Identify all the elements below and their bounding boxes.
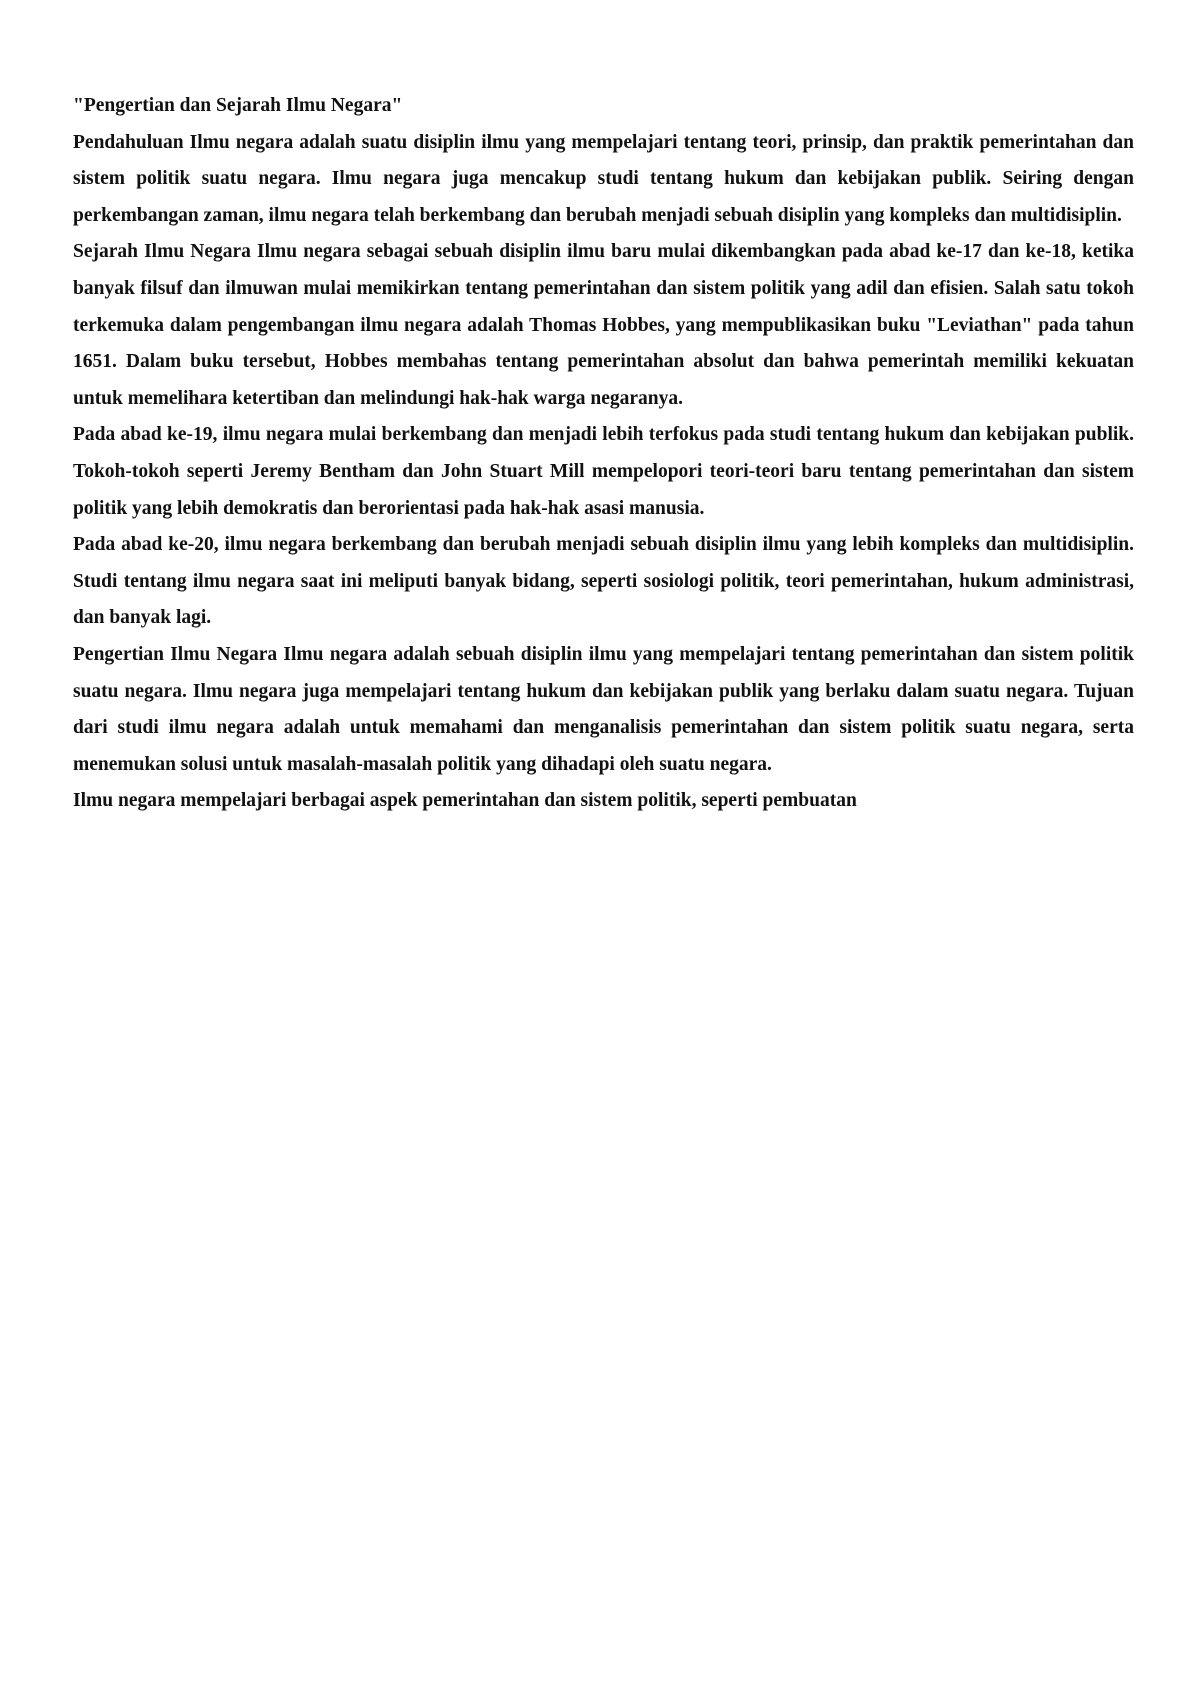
paragraph-abad-20: Pada abad ke-20, ilmu negara berkembang dan berubah menjadi sebuah disiplin ilmu yang lebih kompleks dan multidisiplin. Studi tentang ilmu negara saat ini meliputi banyak bidang, seperti sosiologi politik, teori pemerintahan, hukum administrasi, dan banyak lagi. [73, 534, 1134, 629]
paragraph-abad-19: Pada abad ke-19, ilmu negara mulai berkembang dan menjadi lebih terfokus pada studi tentang hukum dan kebijakan publik. Tokoh-tokoh seperti Jeremy Bentham dan John Stuart Mill mempelopori teori-teori baru tentang pemerintahan dan sistem politik yang lebih demokratis dan berorientasi pada hak-hak asasi manusia. [73, 424, 1134, 519]
paragraph-pendahuluan: Pendahuluan Ilmu negara adalah suatu disiplin ilmu yang mempelajari tentang teori, prinsip, dan praktik pemerintahan dan sistem politik suatu negara. Ilmu negara juga mencakup studi tentang hukum dan kebijakan publik. Seiring dengan perkembangan zaman, ilmu negara telah berkembang dan berubah menjadi sebuah disiplin yang kompleks dan multidisiplin. [73, 131, 1134, 226]
document-title: "Pengertian dan Sejarah Ilmu Negara" [73, 95, 403, 116]
paragraph-sejarah: Sejarah Ilmu Negara Ilmu negara sebagai sebuah disiplin ilmu baru mulai dikembangkan pada abad ke-17 dan ke-18, ketika banyak filsuf dan ilmuwan mulai memikirkan tentang pemerintahan dan sistem politik yang adil dan efisien. Salah satu tokoh terkemuka dalam pengembangan ilmu negara adalah Thomas Hobbes, yang mempublikasikan buku "Leviathan" pada tahun 1651. Dalam buku tersebut, Hobbes membahas tentang pemerintahan absolut dan bahwa pemerintah memiliki kekuatan untuk memelihara ketertiban dan melindungi hak-hak warga negaranya. [73, 241, 1134, 409]
paragraph-pengertian: Pengertian Ilmu Negara Ilmu negara adalah sebuah disiplin ilmu yang mempelajari tentang pemerintahan dan sistem politik suatu negara. Ilmu negara juga mempelajari tentang hukum dan kebijakan publik yang berlaku dalam suatu negara. Tujuan dari studi ilmu negara adalah untuk memahami dan menganalisis pemerintahan dan sistem politik suatu negara, serta menemukan solusi untuk masalah-masalah politik yang dihadapi oleh suatu negara. [73, 643, 1134, 775]
paragraph-aspek: Ilmu negara mempelajari berbagai aspek pemerintahan dan sistem politik, seperti pembuatan [73, 790, 857, 812]
document-body [73, 88, 1134, 820]
